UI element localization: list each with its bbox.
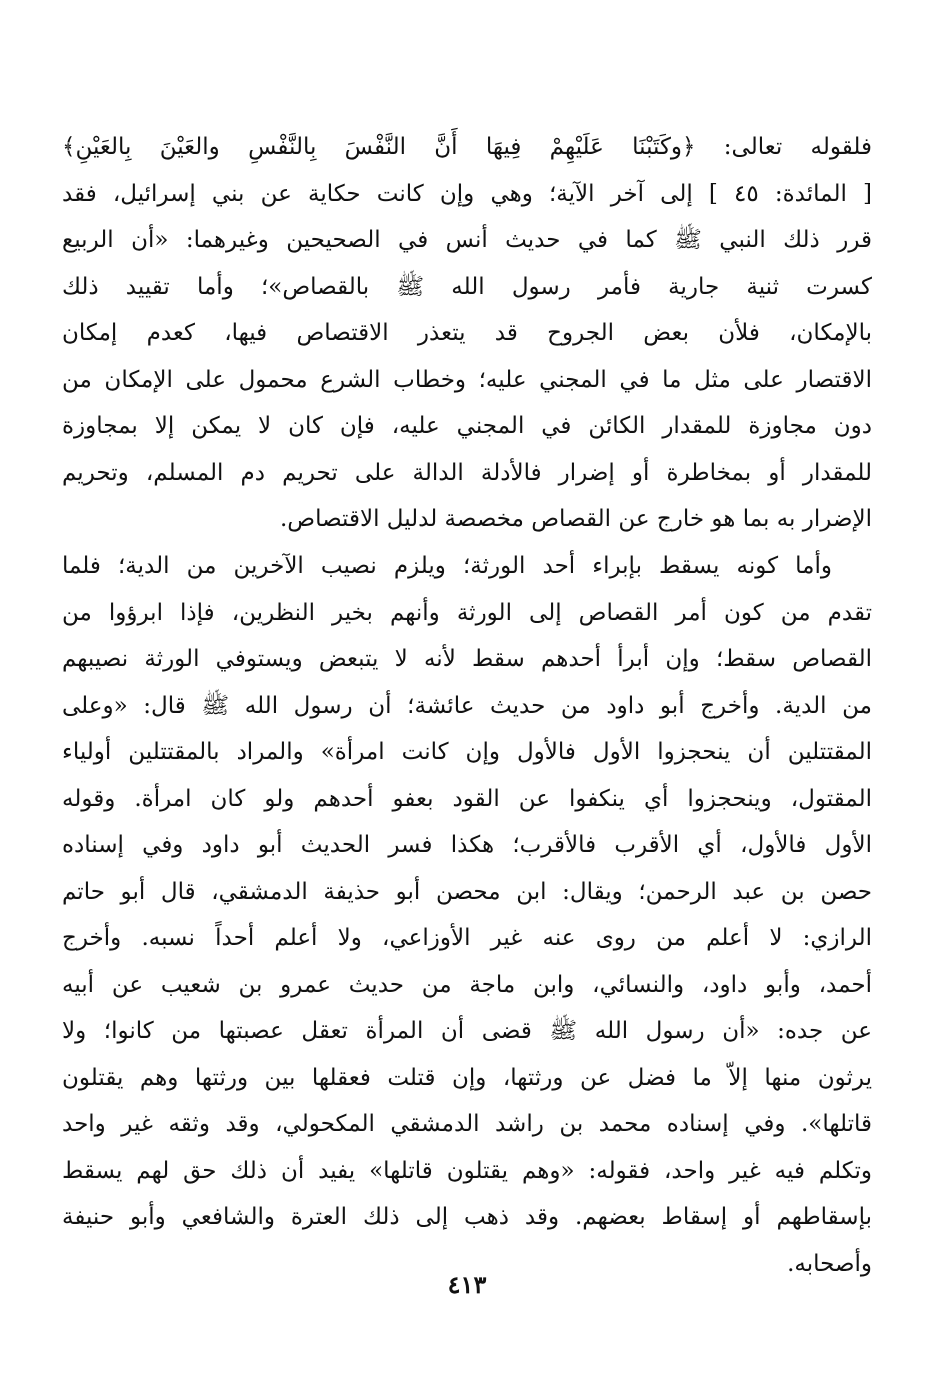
text-line: القصاص سقط؛ وإن أبرأ أحدهم سقط لأنه لا يتبعض ويستوفي الورثة نصيبهم <box>62 646 872 672</box>
text-line: وأصحابه. <box>787 1250 872 1277</box>
text-line: قرر ذلك النبي ﷺ كما في حديث أنس في الصحيحين وغيرهما: «أن الربيع <box>62 227 872 253</box>
text-line: تقدم من كون أمر القصاص إلى الورثة وأنهم بخير النظرين، فإذا ابرؤوا من <box>62 599 872 626</box>
text-line: عن جده: «أن رسول الله ﷺ قضى أن المرأة تعقل عصبتها من كانوا؛ ولا <box>62 1018 872 1044</box>
text-line: الرازي: لا أعلم من روى عنه غير الأوزاعي، ولا أعلم أحداً نسبه. وأخرج <box>62 925 872 951</box>
paragraph-1 <box>62 124 872 543</box>
text-line: بإسقاطهم أو إسقاط بعضهم. وقد ذهب إلى ذلك العترة والشافعي وأبو حنيفة <box>62 1204 872 1230</box>
text-line: قاتلها». وفي إسناده محمد بن راشد الدمشقي المكحولي، وقد وثقه غير واحد <box>62 1111 872 1137</box>
text-line: بالإمكان، فلأن بعض الجروح قد يتعذر الاقتصاص فيها، كعدم إمكان <box>62 320 872 346</box>
text-line: الإضرار به بما هو خارج عن القصاص مخصصة لدليل الاقتصاص. <box>279 506 872 532</box>
text-line: كسرت ثنية جارية فأمر رسول الله ﷺ بالقصاص»؛ وأما تقييد ذلك <box>62 273 872 300</box>
text-line: الأول فالأول، أي الأقرب فالأقرب؛ هكذا فسر الحديث أبو داود وفي إسناده <box>62 832 872 858</box>
paragraph-2 <box>62 543 872 1287</box>
text-line: للمقدار أو بمخاطرة أو إضرار فالأدلة الدالة على تحريم دم المسلم، وتحريم <box>62 459 872 486</box>
text-line: حصن بن عبد الرحمن؛ ويقال: ابن محصن أبو حذيفة الدمشقي، قال أبو حاتم <box>62 878 872 905</box>
text-line: الاقتصار على مثل ما في المجني عليه؛ وخطاب الشرع محمول على الإمكان من <box>62 366 872 393</box>
page-number: ٤١٣ <box>447 1270 487 1299</box>
text-line: فلقوله تعالى: ﴿وكَتَبْنَا عَلَيْهِمْ فِيهَا أَنَّ النَّفْسَ بِالنَّفْسِ والعَيْنَ بِالعَيْنِ﴾ <box>62 134 872 160</box>
text-line: المقتول، وينحجزوا أي ينكفوا عن القود بعفو أحدهم ولو كان امرأة. وقوله <box>62 785 872 812</box>
text-line: وأما كونه يسقط بإبراء أحد الورثة؛ ويلزم نصيب الآخرين من الدية؛ فلما <box>62 553 832 579</box>
text-line: [ المائدة: ٤٥ ] إلى آخر الآية؛ وهي وإن كانت حكاية عن بني إسرائيل، فقد <box>62 180 872 207</box>
text-line: أحمد، وأبو داود، والنسائي، وابن ماجة من حديث عمرو بن شعيب عن أبيه <box>62 971 872 998</box>
text-line: يرثون منها إلاّ ما فضل عن ورثتها، وإن قتلت فعقلها بين ورثتها وهم يقتلون <box>62 1064 872 1091</box>
text-line: من الدية. وأخرج أبو داود من حديث عائشة؛ أن رسول الله ﷺ قال: «وعلى <box>62 692 872 719</box>
text-line: المقتتلين أن ينحجزوا الأول فالأول وإن كانت امرأة» والمراد بالمقتتلين أولياء <box>62 739 872 765</box>
text-line: وتكلم فيه غير واحد، فقوله: «وهم يقتلون قاتلها» يفيد أن ذلك حق لهم يسقط <box>62 1157 872 1184</box>
text-line: دون مجاوزة للمقدار الكائن في المجني عليه، فإن كان لا يمكن إلا بمجاوزة <box>62 413 872 439</box>
